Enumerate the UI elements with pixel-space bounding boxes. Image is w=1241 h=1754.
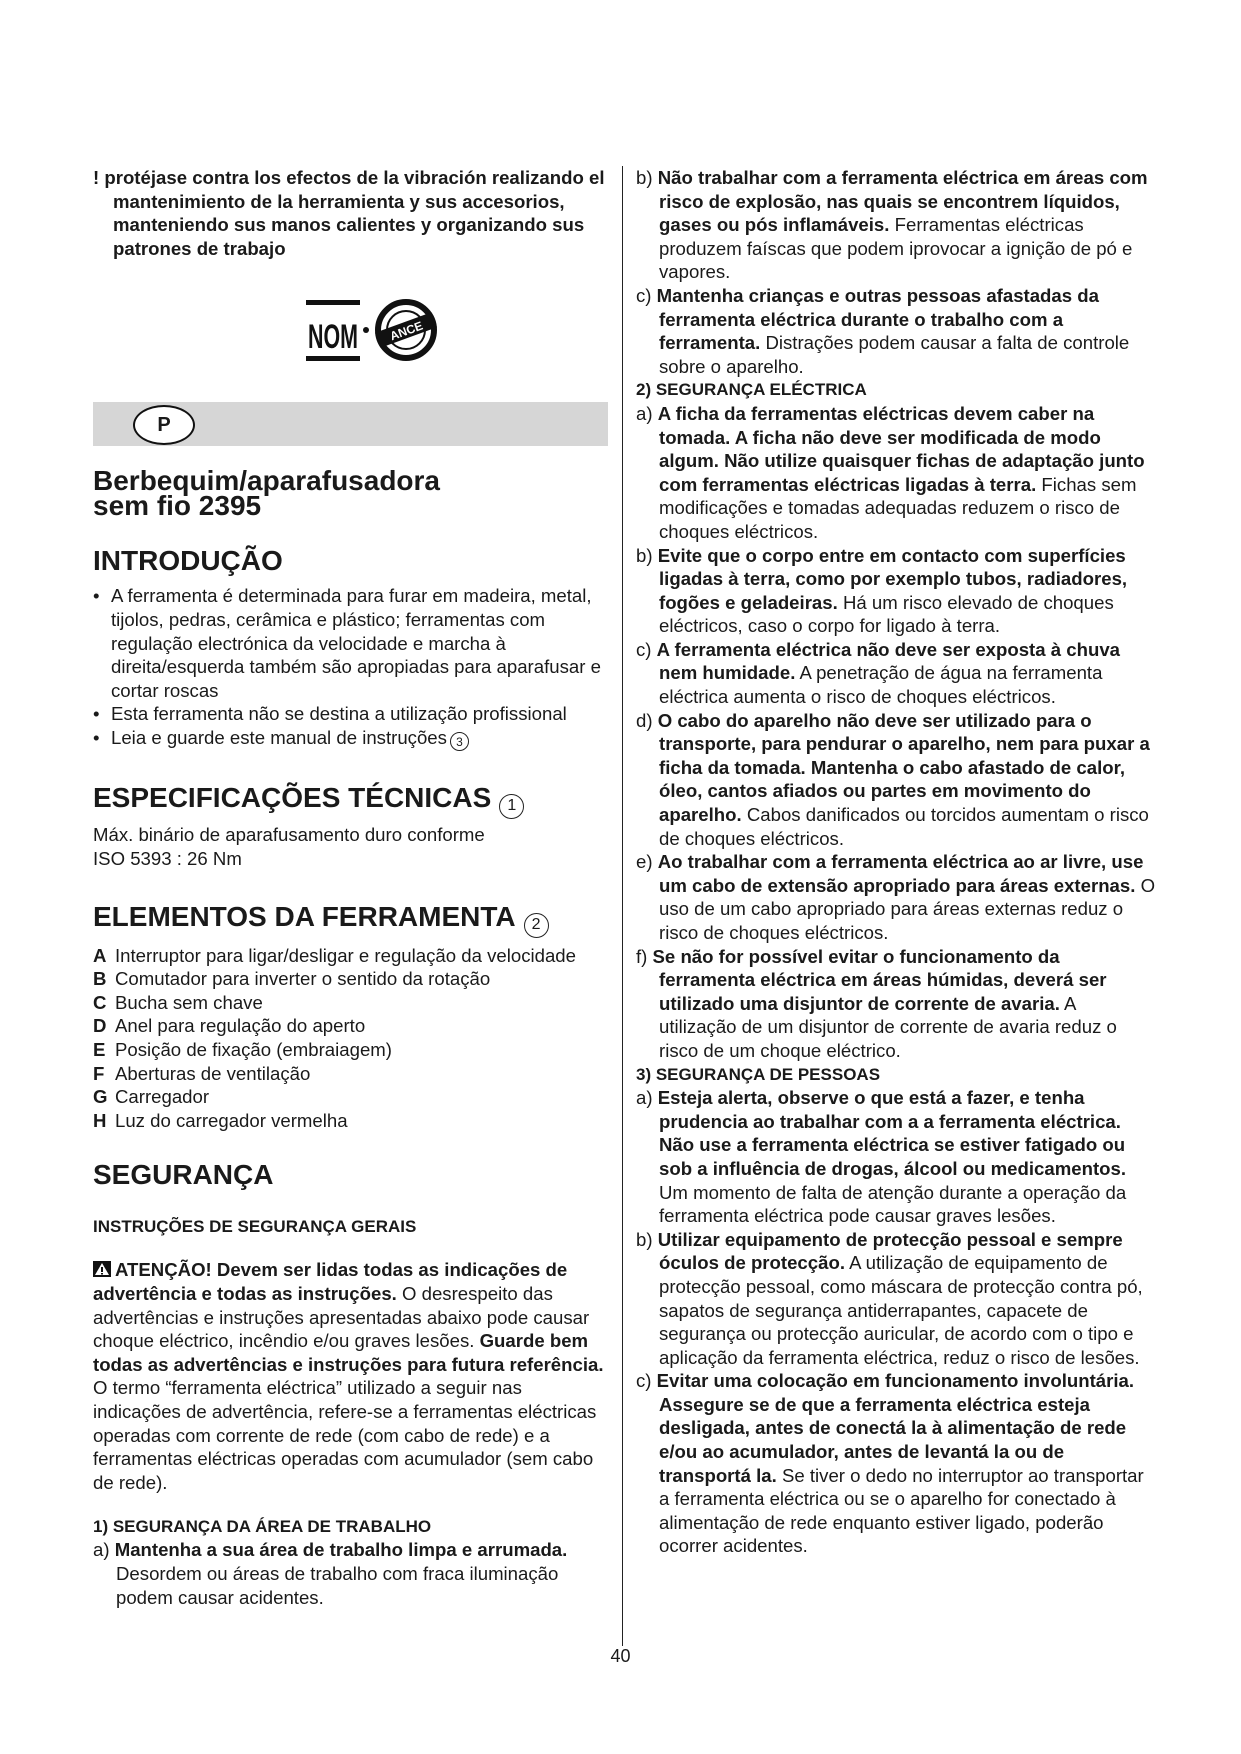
- right-column: [636, 166, 1156, 1558]
- work-area-heading: 1) SEGURANÇA DA ÁREA DE TRABALHO: [93, 1517, 432, 1537]
- part-row: [93, 1109, 608, 1133]
- item-bold: Não trabalhar com a ferramenta eléctrica em áreas com risco de explosão, nas quais se encontrem líquidos, gases ou pós inflamáveis.: [657, 167, 1148, 236]
- item-label: b): [636, 544, 658, 566]
- specs-heading-text: ESPECIFICAÇÕES TÉCNICAS: [93, 782, 492, 814]
- personal-safety-heading: 3) SEGURANÇA DE PESSOAS: [636, 1064, 881, 1084]
- elements-heading-text: ELEMENTOS DA FERRAMENTA: [93, 901, 516, 933]
- part-row: [93, 1062, 608, 1086]
- item-label: e): [636, 851, 658, 873]
- intro-bullet: • A ferramenta é determinada para furar em madeira, metal, tijolos, pedras, cerâmica e plástico; ferramentas com regulação electrónica da velocidade e marcha à direita/esquerda também são apropiadas para aparafusar e cortar roscas: [93, 584, 608, 702]
- warning-triangle-icon: [93, 1261, 111, 1277]
- intro-list: [93, 584, 608, 751]
- parts-list: [93, 944, 608, 1133]
- figure-ref-3: 3: [450, 732, 469, 751]
- general-safety-heading: INSTRUÇÕES DE SEGURANÇA GERAIS: [93, 1217, 417, 1237]
- figure-ref-2: 2: [524, 913, 549, 938]
- item-bold: Evitar uma colocação em funcionamento involuntária. Assegure se de que a ferramenta eléctrica esteja desligada, antes de conectá la à alimentação de rede e/ou ao acumulador, antes de levantá la ou de transportá la.: [656, 1370, 1135, 1486]
- part-text: Carregador: [115, 1086, 210, 1108]
- part-text: Aberturas de ventilação: [115, 1062, 311, 1084]
- item-text: Distrações podem causar a falta de controle sobre o aparelho.: [659, 332, 1130, 377]
- part-letter: D: [93, 1015, 107, 1037]
- product-title-line-1: Berbequim/aparafusadora: [93, 465, 440, 497]
- item-label: a): [636, 402, 658, 424]
- personal-item-c: [636, 1369, 1156, 1558]
- part-text: Interruptor para ligar/desligar e regulação da velocidade: [115, 944, 576, 966]
- part-letter: B: [93, 968, 107, 990]
- part-row: [93, 991, 608, 1015]
- specs-heading: [93, 781, 608, 819]
- warning-bold-1: ATENÇÃO! Devem ser lidas todas as indicações de advertência e todas as instruções.: [93, 1259, 568, 1304]
- intro-bullet: [93, 726, 608, 752]
- item-bold: Esteja alerta, observe o que está a fazer, e tenha prudencia ao trabalhar com a a ferramenta eléctrica. Não use a ferramenta eléctrica se estiver fatigado ou sob a influência de drogas, álcool ou medicamentos.: [657, 1087, 1127, 1179]
- left-column: [93, 166, 608, 1609]
- item-bold: Mantenha crianças e outras pessoas afastadas da ferramenta eléctrica durante o trabalho com a ferramenta.: [656, 284, 1099, 354]
- part-text: Bucha sem chave: [115, 991, 263, 1013]
- nom-ance-logo: [306, 296, 446, 372]
- column-divider: [622, 166, 623, 1646]
- part-text: Anel para regulação do aperto: [115, 1015, 366, 1037]
- item-bold: Ao trabalhar com a ferramenta eléctrica ao ar livre, use um cabo de extensão apropriado para áreas externas.: [657, 851, 1144, 896]
- item-bold: A ferramenta eléctrica não deve ser exposta à chuva nem humidade.: [656, 638, 1121, 684]
- part-row: [93, 967, 608, 991]
- warning-bold-2: Guarde bem todas as advertências e instruções para futura referência.: [93, 1330, 604, 1375]
- language-bar: [93, 402, 608, 446]
- item-text: A utilização de equipamento de protecção pessoal, como máscara de protecção contra pó, sapatos de segurança antiderrapantes, capacete de segurança ou protecção auricular, de acordo com o tipo e aplicação da ferramenta eléctrica, reduz o risco de lesões.: [659, 1252, 1143, 1368]
- figure-ref-1: 1: [499, 794, 524, 819]
- specs-line-2: ISO 5393 : 26 Nm: [93, 847, 242, 869]
- nom-logo-text: NOM: [307, 318, 358, 357]
- item-label: b): [636, 167, 658, 188]
- part-letter: G: [93, 1086, 108, 1108]
- electrical-item-d: [636, 709, 1156, 851]
- part-row: [93, 1014, 608, 1038]
- item-bold: Utilizar equipamento de protecção pessoal e sempre óculos de protecção.: [657, 1228, 1123, 1274]
- part-letter: F: [93, 1062, 105, 1084]
- language-badge: P: [133, 405, 195, 445]
- part-text: Luz do carregador vermelha: [115, 1109, 348, 1131]
- personal-item-b: [636, 1228, 1156, 1370]
- spanish-vibration-warning: ! protéjase contra los efectos de la vibración realizando el mantenimiento de la herramienta y sus accesorios, manteniendo sus manos calientes y organizando sus patrones de trabajo: [93, 167, 605, 259]
- item-bold: Evite que o corpo entre em contacto com superfícies ligadas à terra, como por exemplo tubos, radiadores, fogões e geladeiras.: [657, 544, 1128, 613]
- part-row: [93, 944, 608, 968]
- elements-heading: [93, 900, 608, 938]
- electrical-safety-heading: 2) SEGURANÇA ELÉCTRICA: [636, 380, 867, 400]
- item-bold: O cabo do aparelho não deve ser utilizado para o transporte, para pendurar o aparelho, nem para puxar a ficha da tomada. Mantenha o cabo afastado de calor, óleo, cantos afiados ou partes em movimento do aparelho.: [657, 709, 1150, 826]
- work-area-item-c: [636, 284, 1156, 378]
- item-label: a): [93, 1539, 115, 1561]
- specs-line-1: Máx. binário de aparafusamento duro conforme: [93, 823, 485, 845]
- part-row: [93, 1085, 608, 1109]
- item-text: Cabos danificados ou torcidos aumentam o risco de choques eléctricos.: [659, 804, 1149, 849]
- part-letter: A: [93, 944, 107, 966]
- electrical-item-f: [636, 945, 1156, 1063]
- item-text: O uso de um cabo apropriado para áreas externas reduz o risco de choques eléctricos.: [659, 874, 1156, 943]
- item-label: d): [636, 709, 658, 731]
- electrical-item-b: [636, 544, 1156, 638]
- item-bold: Mantenha a sua área de trabalho limpa e arrumada.: [114, 1539, 568, 1561]
- ance-logo-text: ANCE: [387, 318, 425, 344]
- item-label: c): [636, 638, 657, 660]
- item-bold: A ficha da ferramentas eléctricas devem caber na tomada. A ficha não deve ser modificada de modo algum. Não utilize quaisquer fichas de adaptação junto com ferramentas eléctricas ligadas à terra.: [657, 402, 1145, 495]
- electrical-item-e: [636, 850, 1156, 944]
- item-text: Um momento de falta de atenção durante a operação da ferramenta eléctrica pode causar graves lesões.: [659, 1181, 1127, 1227]
- intro-bullet-text: Leia e guarde este manual de instruções: [111, 726, 447, 748]
- item-label: b): [636, 1228, 658, 1250]
- item-label: c): [636, 1370, 657, 1392]
- product-title: [93, 465, 608, 522]
- warning-text-1: O desrespeito das advertências e instruções apresentadas abaixo pode causar choque eléctrico, incêndio e/ou graves lesões.: [93, 1282, 590, 1352]
- work-area-item-b: [636, 166, 1156, 284]
- item-text: Ferramentas eléctricas produzem faíscas que podem iprovocar a ignição de pó e vapores.: [659, 214, 1133, 283]
- personal-item-a: [636, 1086, 1156, 1228]
- certification-logos: [143, 296, 608, 372]
- part-text: Comutador para inverter o sentido da rotação: [115, 968, 491, 990]
- item-label: a): [636, 1087, 658, 1109]
- work-area-item-a: [93, 1538, 608, 1609]
- warning-text-2: O termo “ferramenta eléctrica” utilizado a seguir nas indicações de advertência, refere-se a ferramentas eléctricas operadas com corrente de rede (com cabo de rede) e a ferramentas eléctricas operadas com acumulador (sem cabo de rede).: [93, 1377, 597, 1493]
- item-text: Fichas sem modificações e tomadas adequadas reduzem o risco de choques eléctricos.: [659, 473, 1137, 542]
- part-letter: H: [93, 1109, 107, 1131]
- product-title-line-2: sem fio 2395: [93, 490, 262, 522]
- electrical-item-a: [636, 402, 1156, 544]
- item-text: A utilização de um disjuntor de corrente de avaria reduz o risco de um choque eléctrico.: [659, 992, 1117, 1061]
- item-label: f): [636, 945, 653, 967]
- intro-heading: INTRODUÇÃO: [93, 545, 283, 577]
- part-row: [93, 1038, 608, 1062]
- item-text: A penetração de água na ferramenta eléctrica aumenta o risco de choques eléctricos.: [659, 662, 1103, 708]
- intro-bullet: • Esta ferramenta não se destina a utilização profissional: [93, 702, 608, 726]
- part-letter: C: [93, 991, 107, 1013]
- part-text: Posição de fixação (embraiagem): [115, 1039, 392, 1060]
- page-number: 40: [610, 1646, 631, 1666]
- general-warning: [93, 1258, 608, 1494]
- item-text: Desordem ou áreas de trabalho com fraca iluminação podem causar acidentes.: [116, 1562, 559, 1608]
- part-letter: E: [93, 1039, 106, 1060]
- item-text: Se tiver o dedo no interruptor ao transportar a ferramenta eléctrica ou se o aparelho for conectado à alimentação de rede enquanto estiver ligado, poderão ocorrer acidentes.: [659, 1464, 1144, 1557]
- item-text: Há um risco elevado de choques eléctricos, caso o corpo for ligado à terra.: [659, 591, 1114, 637]
- item-label: c): [636, 284, 657, 306]
- electrical-item-c: [636, 638, 1156, 709]
- safety-heading: SEGURANÇA: [93, 1159, 274, 1191]
- item-bold: Se não for possível evitar o funcionamento da ferramenta eléctrica em áreas húmidas, deverá ser utilizado uma disjuntor de corrente de avaria.: [652, 945, 1107, 1014]
